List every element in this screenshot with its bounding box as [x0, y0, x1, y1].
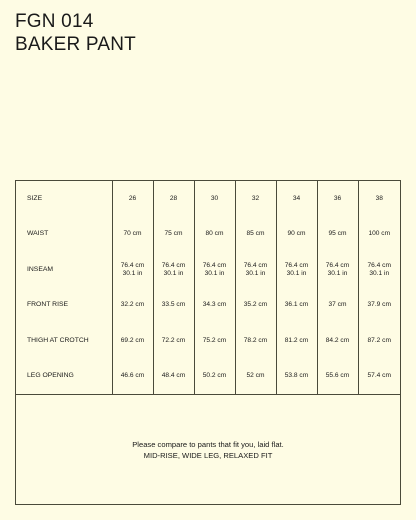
table-cell: 84.2 cm — [317, 323, 358, 359]
table-cell: 95 cm — [317, 217, 358, 253]
table-cell: 81.2 cm — [276, 323, 317, 359]
fit-notes — [16, 439, 400, 461]
table-cell: 37 cm — [317, 288, 358, 324]
fit-description: MID-RISE, WIDE LEG, RELAXED FIT — [143, 451, 273, 460]
table-cell: 46.6 cm — [112, 359, 153, 395]
table-cell: 36.1 cm — [276, 288, 317, 324]
table-cell: 78.2 cm — [235, 323, 276, 359]
size-chart — [15, 180, 401, 505]
table-row — [16, 323, 400, 359]
cell-in: 30.1 in — [245, 269, 266, 277]
table-cell: 50.2 cm — [194, 359, 235, 395]
table-cell: 90 cm — [276, 217, 317, 253]
table-cell: 80 cm — [194, 217, 235, 253]
cell-cm: 76.4 cm — [367, 261, 391, 269]
table-cell: 35.2 cm — [235, 288, 276, 324]
table-cell — [317, 252, 358, 288]
size-26: 26 — [112, 181, 153, 217]
table-cell: 100 cm — [358, 217, 400, 253]
table-cell: 52 cm — [235, 359, 276, 395]
table-cell — [112, 252, 153, 288]
cell-in: 30.1 in — [327, 269, 348, 277]
cell-cm: 76.4 cm — [325, 261, 350, 269]
size-38: 38 — [358, 181, 400, 217]
table-row — [16, 217, 400, 253]
footer-divider — [16, 394, 400, 395]
size-34: 34 — [276, 181, 317, 217]
table-cell: 48.4 cm — [153, 359, 194, 395]
table-row — [16, 359, 400, 395]
table-cell: 72.2 cm — [153, 323, 194, 359]
table-cell: 32.2 cm — [112, 288, 153, 324]
product-title — [15, 10, 136, 56]
table-cell: 37.9 cm — [358, 288, 400, 324]
table-cell: 85 cm — [235, 217, 276, 253]
cell-cm: 76.4 cm — [284, 261, 309, 269]
cell-cm: 76.4 cm — [161, 261, 186, 269]
table-row — [16, 252, 400, 288]
cell-in: 30.1 in — [369, 269, 390, 277]
product-code: FGN 014 — [15, 11, 94, 32]
table-cell: 75.2 cm — [194, 323, 235, 359]
cell-in: 30.1 in — [204, 269, 225, 277]
row-label-front-rise: FRONT RISE — [27, 301, 69, 309]
table-row — [16, 288, 400, 324]
cell-in: 30.1 in — [122, 269, 143, 277]
size-table — [16, 181, 400, 394]
table-cell: 55.6 cm — [317, 359, 358, 395]
table-cell — [276, 252, 317, 288]
cell-cm: 76.4 cm — [243, 261, 268, 269]
table-cell: 87.2 cm — [358, 323, 400, 359]
cell-cm: 76.4 cm — [202, 261, 227, 269]
table-cell: 57.4 cm — [358, 359, 400, 395]
table-cell: 33.5 cm — [153, 288, 194, 324]
compare-note: Please compare to pants that fit you, laid flat. — [132, 440, 284, 449]
table-cell: 34.3 cm — [194, 288, 235, 324]
row-label-inseam: INSEAM — [27, 265, 54, 273]
size-36: 36 — [317, 181, 358, 217]
table-cell: 53.8 cm — [276, 359, 317, 395]
table-cell: 75 cm — [153, 217, 194, 253]
size-header-row — [16, 181, 400, 217]
table-cell: 69.2 cm — [112, 323, 153, 359]
product-name: BAKER PANT — [15, 34, 136, 55]
table-cell: 70 cm — [112, 217, 153, 253]
cell-in: 30.1 in — [286, 269, 307, 277]
table-cell — [235, 252, 276, 288]
size-32: 32 — [235, 181, 276, 217]
row-label-waist: WAIST — [27, 230, 49, 238]
cell-cm: 76.4 cm — [120, 261, 145, 269]
row-label-thigh-at-crotch: THIGH AT CROTCH — [27, 336, 89, 344]
table-cell — [153, 252, 194, 288]
row-label-leg-opening: LEG OPENING — [27, 372, 74, 380]
table-cell — [194, 252, 235, 288]
size-30: 30 — [194, 181, 235, 217]
size-28: 28 — [153, 181, 194, 217]
cell-in: 30.1 in — [163, 269, 184, 277]
table-cell — [358, 252, 400, 288]
size-header-label: SIZE — [27, 194, 43, 202]
